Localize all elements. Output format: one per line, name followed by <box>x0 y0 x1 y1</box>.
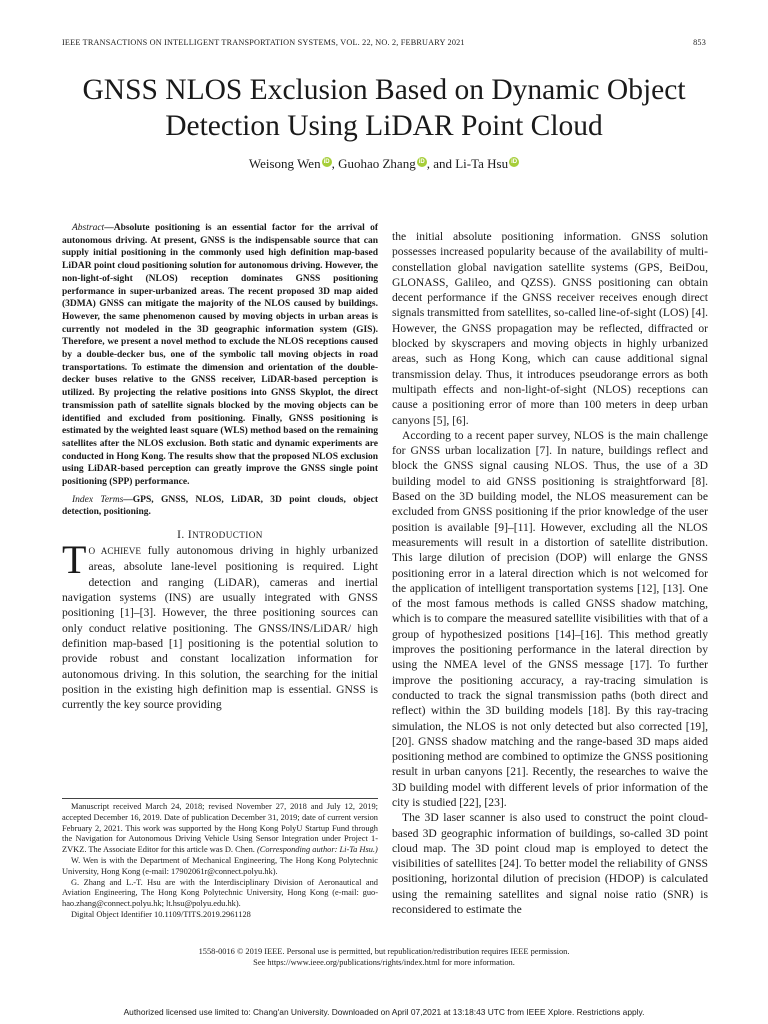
footnote-affiliation-1: W. Wen is with the Department of Mechanical Engineering, The Hong Kong Polytechnic University, Hong Kong (e-mail: 17902061r@connect.polyu.hk). <box>62 855 378 876</box>
index-terms-text: GPS, GNSS, NLOS, LiDAR, 3D point clouds, object detection, positioning. <box>62 494 378 518</box>
author-name: , Guohao Zhang <box>331 156 416 171</box>
intro-text: fully autonomous driving in highly urbanized areas, absolute lane-level positioning is required. Light detection and ranging (LiDAR), cameras and inertial navigation systems (INS) are usually integrated with GNSS positioning [1]–[3]. However, the three positioning sources can only conduct relative positioning. The GNSS/INS/LiDAR/ high definition map-based [1] positioning is the potential solution to provide robust and constant localization information for autonomous driving. In this solution, the searching for the initial position in the existing high definition map is essential. GNSS is currently the key source providing <box>62 544 379 712</box>
abstract-label: Abstract <box>72 223 105 233</box>
title-line-2: Detection Using LiDAR Point Cloud <box>165 110 603 142</box>
author-list <box>0 156 768 172</box>
author-name: , and Li-Ta Hsu <box>426 156 509 171</box>
footnote-affiliation-2: G. Zhang and L.-T. Hsu are with the Interdisciplinary Division of Aeronautical and Aviation Engineering, The Hong Kong Polytechnic University, Hong Kong (e-mail: guo-hao.zhang@connect.polyu.hk; lt.hsu@polyu.edu.hk). <box>62 877 378 909</box>
paper-title <box>40 72 728 144</box>
index-terms-dash: — <box>123 494 133 505</box>
orcid-icon[interactable]: iD <box>323 159 330 165</box>
drop-cap: T <box>62 537 87 583</box>
orcid-icon[interactable]: iD <box>418 159 425 165</box>
license-banner: Authorized licensed use limited to: Chang'an University. Downloaded on April 07,2021 at 13:18:43 UTC from IEEE Xplore. Restrictions apply. <box>123 1007 645 1017</box>
page-number: 853 <box>693 38 706 47</box>
abstract-dash: — <box>104 223 114 233</box>
section-title: NTRODUCTION <box>192 530 263 541</box>
section-heading-introduction <box>62 529 378 541</box>
section-number: I. I <box>177 529 193 542</box>
running-header <box>62 38 706 47</box>
left-column <box>62 222 378 712</box>
footnote-manuscript-text: Manuscript received March 24, 2018; revised November 27, 2018 and July 12, 2019; accepted December 16, 2019. Date of publication December 31, 2019; date of current version February 2, 2021. This work was supported by the Hong Kong PolyU Startup Fund through the Navigation for Autonomous Driving Vehicle Using Sensor Integration under Project 1-ZVKZ. The Associate Editor for this article was D. Chen. <box>62 802 378 855</box>
index-terms-label: Index Terms <box>72 494 124 505</box>
right-column <box>392 229 708 917</box>
copyright-notice <box>0 946 768 968</box>
author-name: Weisong Wen <box>248 156 321 171</box>
intro-lead: O ACHIEVE <box>88 546 142 557</box>
copyright-line-1: 1558-0016 © 2019 IEEE. Personal use is permitted, but republication/redistribution requires IEEE permission. <box>198 947 570 956</box>
footnote-doi: Digital Object Identifier 10.1109/TITS.2019.2961128 <box>71 909 251 919</box>
intro-paragraph <box>62 537 379 712</box>
copyright-line-2: See https://www.ieee.org/publications/rights/index.html for more information. <box>253 958 515 967</box>
title-line-1: GNSS NLOS Exclusion Based on Dynamic Object <box>82 74 686 106</box>
footnote-manuscript <box>62 802 378 856</box>
abstract-text: Absolute positioning is an essential factor for the arrival of autonomous driving. At present, GNSS is the indispensable source that can supply initial positioning in the commonly used high definition map-based LiDAR point cloud positioning solution for autonomous driving. However, the non-light-of-sight (NLOS) reception dominates GNSS positioning performance in super-urbanized areas. The recent proposed 3D map aided (3DMA) GNSS can mitigate the majority of the NLOS caused by buildings. However, the same phenomenon caused by moving objects in urban areas is currently not modeled in the 3D geographic information system (GIS). Therefore, we present a novel method to exclude the NLOS receptions caused by a double-decker bus, one of the symbolic tall moving objects in road transportations. To estimate the dimension and orientation of the double-decker buses relative to the GNSS receiver, LiDAR-based perception is utilized. By projecting the relative positions into GNSS Skyplot, the direct transmission path of satellite signals blocked by the moving objects can be identified and excluded from positioning. Finally, GNSS positioning is estimated by the weighted least square (WLS) method based on the remaining satellites after the NLOS exclusion. Both static and dynamic experiments are conducted in Hong Kong. The results show that the proposed NLOS exclusion using LiDAR-based perception can greatly improve the GNSS single point positioning (SPP) performance. <box>62 223 378 488</box>
footnotes <box>62 798 378 921</box>
body-paragraph: The 3D laser scanner is also used to construct the point cloud-based 3D geographic information of buildings, so-called 3D point cloud map. The 3D point cloud map is employed to detect the visibilities of satellites [24]. To better model the reliability of GNSS positioning, horizontal dilution of precision (HDOP) is calculated using the remaining satellites and signal noise ratio (SNR) is reconsidered to estimate the <box>392 811 708 917</box>
index-terms <box>62 494 378 519</box>
orcid-icon[interactable]: iD <box>511 159 518 165</box>
body-paragraph: the initial absolute positioning information. GNSS solution possesses increased popularity because of the availability of multi-constellation global navigation satellite systems (GPS, BeiDou, GLONASS, Galileo, and QZSS). GNSS positioning can obtain decent performance if the GNSS receiver receives enough direct signals transmitted from satellites, so-called line-of-sight (LOS) [4]. However, the GNSS propagation may be reflected, diffracted or blocked by skyscrapers and moving objects in highly urbanized areas, such as Hong Kong, which can cause additional signal transmission delay. Thus, it introduces pseudorange errors as both multipath effects and non-light-of-sight (NLOS) receptions can cause a positioning error of more than 100 meters in deep urban canyons [5], [6]. <box>392 230 708 427</box>
abstract <box>62 222 378 489</box>
corresponding-author: (Corresponding author: Li-Ta Hsu.) <box>254 845 378 855</box>
journal-header: IEEE TRANSACTIONS ON INTELLIGENT TRANSPORTATION SYSTEMS, VOL. 22, NO. 2, FEBRUARY 2021 <box>62 38 465 47</box>
body-paragraph: According to a recent paper survey, NLOS is the main challenge for GNSS urban localization [7]. In nature, buildings reflect and block the GNSS signal causing NLOS. Thus, the use of a 3D building model to aid GNSS positioning is straightforward [8]. Based on the 3D building model, the NLOS measurement can be excluded from GNSS positioning if the prior knowledge of the user position is available [9]–[11]. However, excluding all the NLOS measurements will result in a distortion of satellite distribution. This large dilution of precision (DOP) will enlarge the GNSS positioning error in a lateral direction which is not welcomed for the application of intelligent transportation systems [12], [13]. One of the most famous methods is called GNSS shadow matching, which is to compare the measured satellite visibilities with that of a group of hypothesized positions [14]–[16]. This method greatly improves the positioning performance in the lateral direction by using the NMEA level of the GNSS message [17]. To further improve the positioning accuracy, a ray-tracing simulation is conducted to track the signal transmission paths (both direct and reflect) within the 3D building models [18]. By this ray-tracing simulation, the NLOS is not only detected but also corrected [19], [20]. GNSS shadow matching and the range-based 3D maps aided positioning method are combined to optimize the GNSS positioning result in urban canyons [21]. Recently, the researches to waive the 3D building model with different levels of prior information of the city is studied [22], [23]. <box>392 428 708 809</box>
